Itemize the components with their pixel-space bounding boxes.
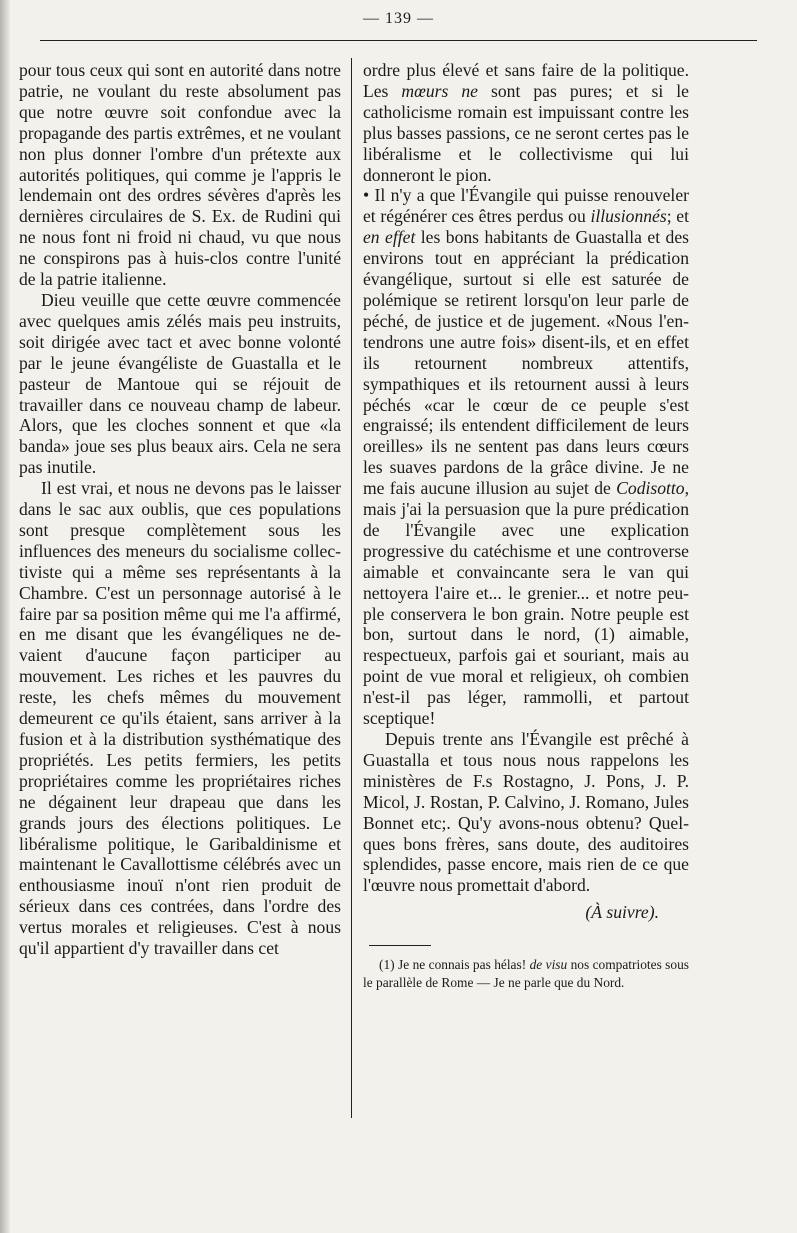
- right-column: [363, 60, 689, 991]
- text-run: (1) Je ne connais pas hélas!: [379, 957, 530, 973]
- continuation-note: (À suivre).: [585, 902, 659, 923]
- text-run: ; et: [666, 206, 690, 227]
- italic-run: de visu: [529, 957, 568, 973]
- text-run: , mais j'ai la persuasion que la pure prédication de l'Évangile avec une explication progressive du catéchisme et une controverse aimable et convaincante sera le van qui nettoyera l'aire et... le grenier... et notre peuple conservera le bon grain. Notre peuple est bon, surtout dans le nord, (1) aimable, respectueux, parfois gai et souriant, mais au point de vue moral et religieux, oh combien n'est-il pas léger, rammolli, et partout sceptique!: [363, 478, 689, 729]
- italic-run: illusionnés: [590, 206, 667, 227]
- text-run: sont pas pures; et si le catholicisme romain est impuissant contre les plus basses passions, ce ne seront certes pas le libéralisme et le collectivisme qui lui donneront le pion.: [363, 80, 689, 185]
- left-paragraph-2: Dieu veuille que cette œuvre commencée avec quelques amis zélés mais peu instruits, soit dirigée avec tact et avec bonne volonté par le jeune évangéliste de Guastalla et le pasteur de Mantoue qui se réjouit de travailler dans ce nouveau champ de labeur. Alors, que les cloches sonnent et que «la banda» joue ses plus beaux airs. Cela ne sera pas inutile.: [19, 289, 341, 478]
- footnote-rule: [369, 945, 431, 946]
- right-paragraph-1: [363, 60, 689, 185]
- left-column: [19, 60, 341, 959]
- text-run: ordre plus élevé et sans faire de la politique. Les: [363, 60, 689, 101]
- italic-run: en effet: [363, 227, 416, 248]
- page-number: — 139 —: [363, 10, 434, 27]
- page-edge-shadow: [0, 0, 10, 1233]
- header-rule: [40, 40, 757, 41]
- italic-run: mœurs ne: [401, 80, 478, 101]
- italic-run: Codisotto: [616, 478, 685, 499]
- footnote: [363, 956, 689, 991]
- text-run: les bons habitants de Guastalla et des environs tout en appréciant la prédication évangélique, surtout si elle est saturée de polémique se retirent lorsqu'on leur parle de péché, de justice et de jugement. «Nous l'entendrons une autre fois» disent-ils, et en effet ils retournent nombreux attentifs, sympathiques et ils retournent aussi à leurs péchés «car le cœur de ce peuple s'est engraissé; ils entendent difficilement de leurs oreilles» ils ne sentent pas dans leurs cœurs les suaves pardons de la grâce divine. Je ne me fais aucune illusion au sujet de: [363, 227, 689, 499]
- right-paragraph-2: [363, 185, 689, 729]
- left-paragraph-3: Il est vrai, et nous ne devons pas le laisser dans le sac aux oublis, que ces populations sont presque complètement sous les influences des meneurs du socialisme collectiviste qui a même ses représentants à la Chambre. C'est un personnage autorisé à le faire par sa position même qui me l'a affirmé, en me disant que les évangéliques ne devaient d'aucune façon participer au mouvement. Les riches et les pauvres du reste, les chefs mêmes du mouvement demeurent ce qu'ils étaient, sans arriver à la fusion et à la distribution systhématique des propriétés. Les petits fermiers, les petits propriétaires comme les propriétaires riches ne dégainent leur drapeau que dans les grands jours des élections politiques. Le libéralisme politique, le Garibaldinisme et maintenant le Cavallottisme célébrés avec un enthousiasme inouï n'ont rien produit de sérieux dans ces contrées, dans l'ordre des vertus morales et religieuses. C'est à nous qu'il appartient d'y travailler dans cet: [19, 478, 341, 959]
- column-divider: [351, 58, 352, 1118]
- right-paragraph-3: Depuis trente ans l'Évangile est prêché à Guastalla et tous nous nous rappelons les ministères de F.s Rostagno, J. Pons, J. P. Micol, J. Rostan, P. Calvino, J. Romano, Jules Bonnet etc;. Qu'y avons-nous obtenu? Quelques bons frères, sans doute, des auditoires splendides, passe encore, mais rien de ce que l'œuvre nous promettait d'abord.: [363, 729, 689, 896]
- text-run: nos compatriotes sous le parallèle de Rome — Je ne parle que du Nord.: [363, 957, 689, 990]
- left-paragraph-1: pour tous ceux qui sont en autorité dans notre patrie, ne voulant du reste absolument pas que notre œuvre soit confondue avec la propagande des partis extrêmes, et ne voulant non plus donner l'ombre d'un prétexte aux autorités politiques, qui comme je l'appris le lendemain ont des ordres sévères d'après les dernières circulaires de S. Ex. de Rudini qui ne nous font ni froid ni chaud, vu que nous ne conspirons pas à huis-clos contre l'unité de la patrie italienne.: [19, 60, 341, 290]
- text-run: • Il n'y a que l'Évangile qui puisse renouveler et régénérer ces êtres perdus ou: [363, 185, 689, 227]
